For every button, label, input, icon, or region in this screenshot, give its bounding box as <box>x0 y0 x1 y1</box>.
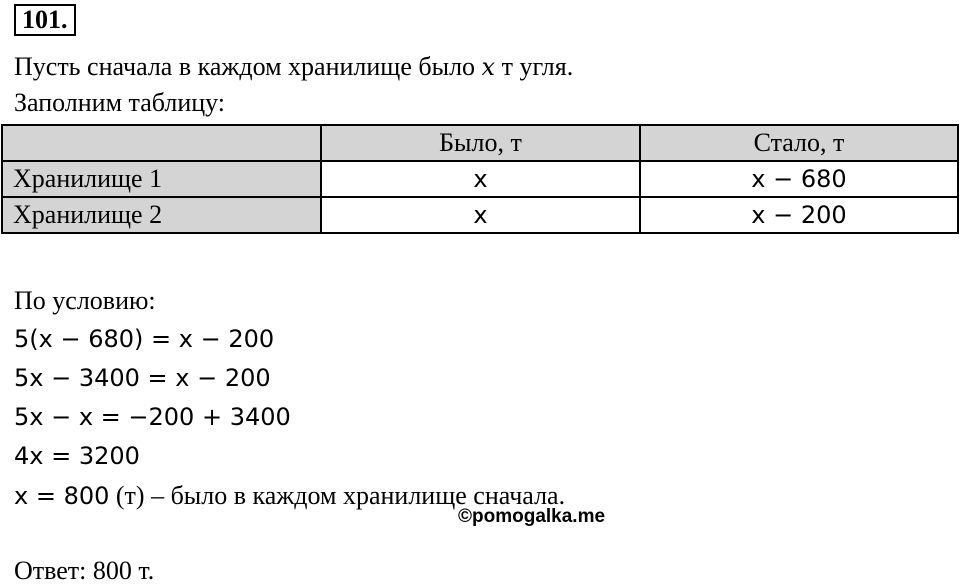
row-after: x − 680 <box>640 161 958 197</box>
equation-line: 5x − x = −200 + 3400 <box>14 403 291 431</box>
table-header-row <box>2 125 958 161</box>
header-cell-after: Стало, т <box>640 125 958 161</box>
row-label: Хранилище 1 <box>2 161 321 197</box>
row-before: x <box>321 161 640 197</box>
row-label: Хранилище 2 <box>2 197 321 233</box>
condition-label: По условию: <box>14 286 156 315</box>
watermark: ©pomogalka.me <box>458 506 606 527</box>
intro-variable: x <box>481 53 496 81</box>
table-row <box>2 197 958 233</box>
result-expression: x = 800 <box>14 482 110 510</box>
table-intro: Заполним таблицу: <box>14 88 226 117</box>
equation-line: 5x − 3400 = x − 200 <box>14 364 271 392</box>
result-text: – было в каждом хранилище сначала. <box>144 481 566 510</box>
row-after: x − 200 <box>640 197 958 233</box>
header-cell-empty <box>2 125 321 161</box>
intro-sentence <box>14 52 573 82</box>
header-cell-before: Было, т <box>321 125 640 161</box>
answer-line: Ответ: 800 т. <box>14 556 155 585</box>
intro-prefix: Пусть сначала в каждом хранилище было <box>14 52 482 81</box>
result-unit: (т) <box>109 481 145 510</box>
problem-number: 101. <box>14 4 76 36</box>
row-before: x <box>321 197 640 233</box>
data-table <box>1 124 959 234</box>
intro-suffix: т угля. <box>495 52 574 81</box>
table-row <box>2 161 958 197</box>
equation-line: 5(x − 680) = x − 200 <box>14 325 275 353</box>
equation-line: 4x = 3200 <box>14 442 140 470</box>
